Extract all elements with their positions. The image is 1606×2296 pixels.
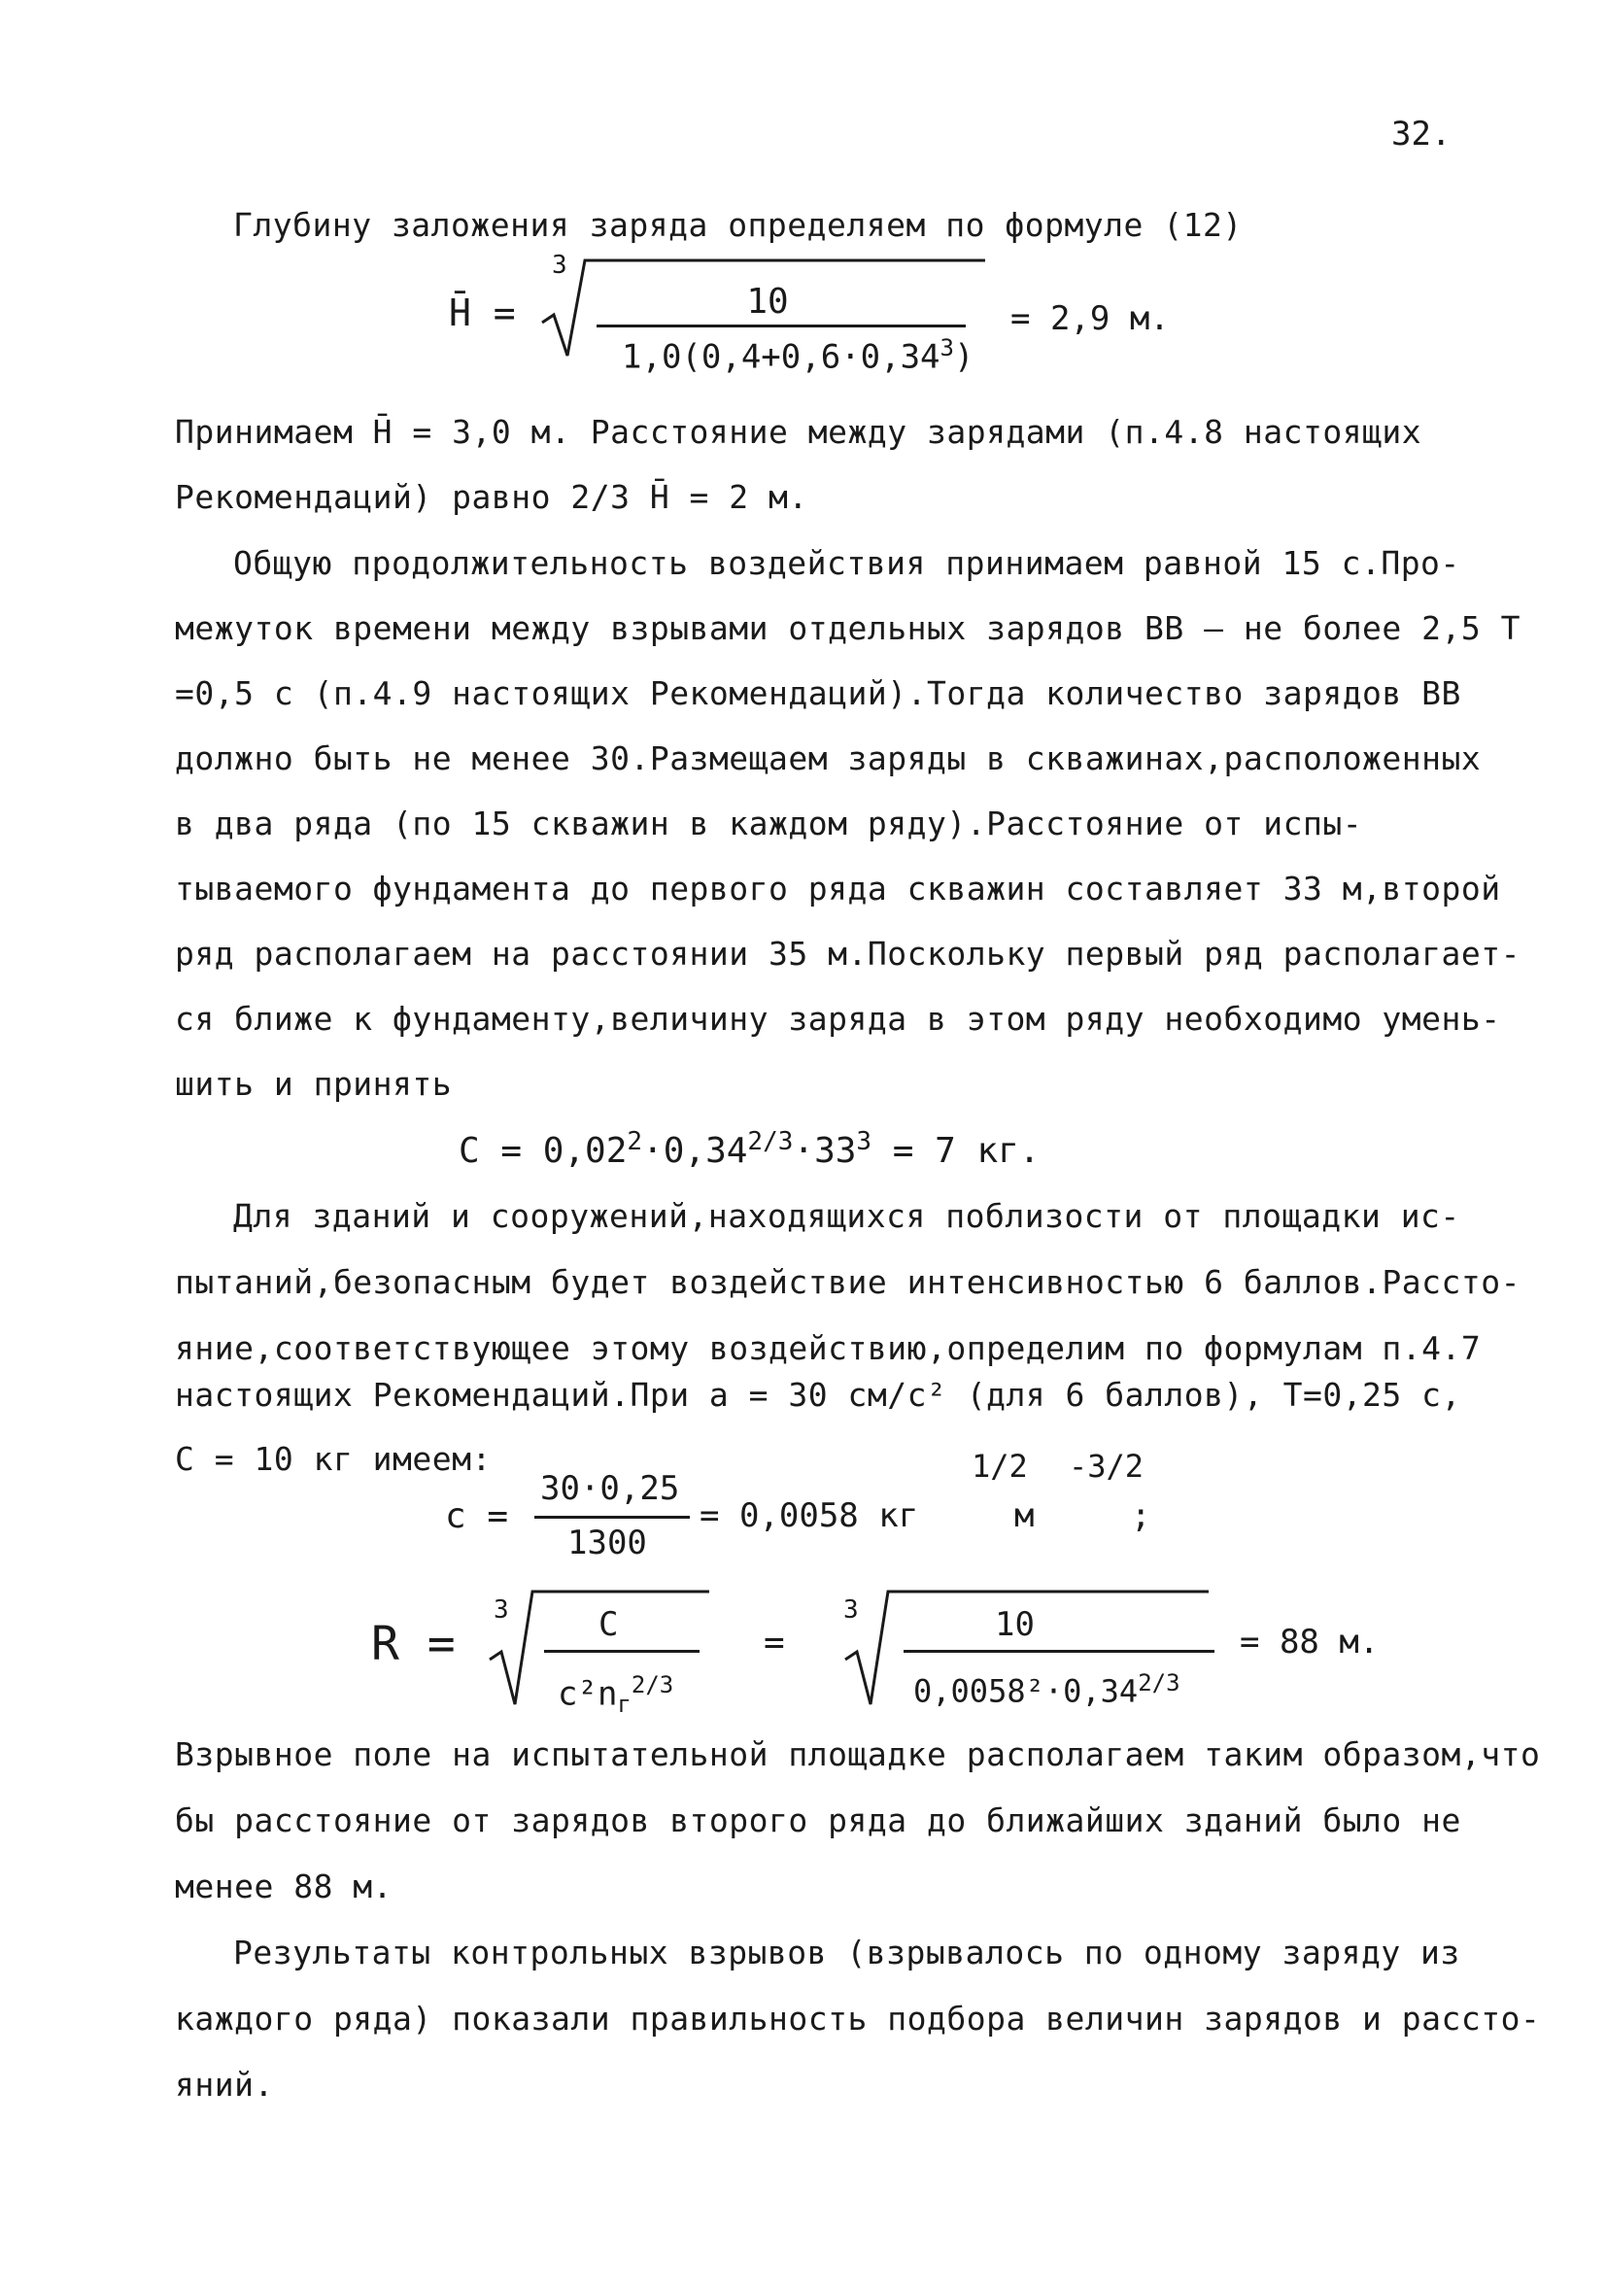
paragraph-buildings-line: настоящих Рекомендаций.При a = 30 см/с² (для 6 баллов), T=0,25 с, bbox=[175, 1376, 1461, 1414]
root-index: 3 bbox=[843, 1595, 859, 1625]
fraction-bar bbox=[544, 1650, 700, 1653]
paragraph-duration-line: =0,5 с (п.4.9 настоящих Рекомендаций).Тогда количество зарядов ВВ bbox=[175, 674, 1461, 712]
formula-coefficient-semicolon: ; bbox=[1131, 1496, 1151, 1535]
paragraph-accept-depth-line2: Рекомендаций) равно 2/3 H̄ = 2 м. bbox=[175, 478, 808, 516]
formula-coefficient-lhs: c = bbox=[445, 1496, 509, 1536]
formula-coefficient-rhs: = 0,0058 кг bbox=[700, 1496, 919, 1535]
paragraph-duration-line: шить и принять bbox=[175, 1065, 453, 1103]
fraction-bar bbox=[597, 325, 966, 327]
paragraph-buildings-line: Для зданий и сооружений,находящихся поблизости от площадки ис- bbox=[233, 1197, 1460, 1235]
formula-depth-result: = 2,9 м. bbox=[1010, 299, 1170, 338]
paragraph-duration-line: ся ближе к фундаменту,величину заряда в этом ряду необходимо умень- bbox=[175, 1000, 1501, 1038]
paragraph-intro: Глубину заложения заряда определяем по формуле (12) bbox=[233, 206, 1243, 244]
paragraph-accept-depth-line1: Принимаем H̄ = 3,0 м. Расстояние между зарядами (п.4.8 настоящих bbox=[175, 413, 1422, 451]
formula-distance-eq: = bbox=[764, 1623, 785, 1662]
formula-coefficient-numerator: 30·0,25 bbox=[540, 1469, 680, 1508]
fraction-bar bbox=[534, 1516, 690, 1519]
root-index: 3 bbox=[552, 251, 567, 280]
paragraph-duration-line: межуток времени между взрывами отдельных зарядов ВВ – не более 2,5 Т bbox=[175, 609, 1521, 647]
paragraph-buildings-line: яние,соответствующее этому воздействию,определим по формулам п.4.7 bbox=[175, 1329, 1482, 1367]
paragraph-results-line: Результаты контрольных взрывов (взрывалось по одному заряду из bbox=[233, 1934, 1460, 1971]
fraction-bar bbox=[904, 1650, 1214, 1653]
paragraph-buildings-line: пытаний,безопасным будет воздействие интенсивностью 6 баллов.Рассто- bbox=[175, 1263, 1521, 1301]
formula-distance-den1: $c^2n_г^{2/3}$ bbox=[558, 1671, 674, 1719]
formula-distance-num1: C bbox=[598, 1605, 619, 1644]
formula-coefficient-denominator: 1300 bbox=[567, 1524, 647, 1562]
formula-distance-den2: $0,0058^2\cdot 0,34^{2/3}$ bbox=[913, 1669, 1180, 1710]
paragraph-duration-line: в два ряда (по 15 скважин в каждом ряду).Расстояние от испы- bbox=[175, 805, 1363, 842]
formula-distance-result: = 88 м. bbox=[1240, 1623, 1380, 1662]
formula-coefficient-exp2: -3/2 bbox=[1069, 1448, 1145, 1485]
formula-depth-lhs: H̄ = bbox=[449, 291, 516, 334]
formula-distance-lhs: R = bbox=[371, 1617, 456, 1671]
paragraph-duration-line: ряд располагаем на расстоянии 35 м.Поскольку первый ряд располагает- bbox=[175, 935, 1521, 973]
formula-coefficient-unit: м bbox=[1014, 1496, 1035, 1535]
root-index: 3 bbox=[494, 1595, 509, 1625]
paragraph-buildings-line: C = 10 кг имеем: bbox=[175, 1440, 492, 1478]
paragraph-field-line: бы расстояние от зарядов второго ряда до ближайших зданий было не bbox=[175, 1801, 1461, 1839]
formula-coefficient-exp1: 1/2 bbox=[972, 1448, 1028, 1485]
paragraph-results-line: каждого ряда) показали правильность подбора величин зарядов и рассто- bbox=[175, 2000, 1541, 2038]
page-number: 32. bbox=[1391, 115, 1452, 154]
paragraph-duration-line: тываемого фундамента до первого ряда скважин составляет 33 м,второй bbox=[175, 870, 1501, 908]
paragraph-duration-line: Общую продолжительность воздействия принимаем равной 15 с.Про- bbox=[233, 544, 1460, 582]
paragraph-field-line: Взрывное поле на испытательной площадке располагаем таким образом,что bbox=[175, 1735, 1541, 1773]
paragraph-duration-line: должно быть не менее 30.Размещаем заряды в скважинах,расположенных bbox=[175, 739, 1482, 777]
paragraph-results-line: яний. bbox=[175, 2066, 274, 2104]
paragraph-field-line: менее 88 м. bbox=[175, 1868, 393, 1905]
formula-depth-numerator: 10 bbox=[746, 282, 789, 322]
formula-distance-num2: 10 bbox=[995, 1605, 1035, 1644]
formula-depth-denominator: $1,0(0,4+0,6\cdot 0,34^3)$ bbox=[622, 334, 974, 377]
formula-charge: $C = 0,02^2\cdot 0,34^{2/3}\cdot 33^3 = 7$ кг. bbox=[459, 1127, 1041, 1171]
